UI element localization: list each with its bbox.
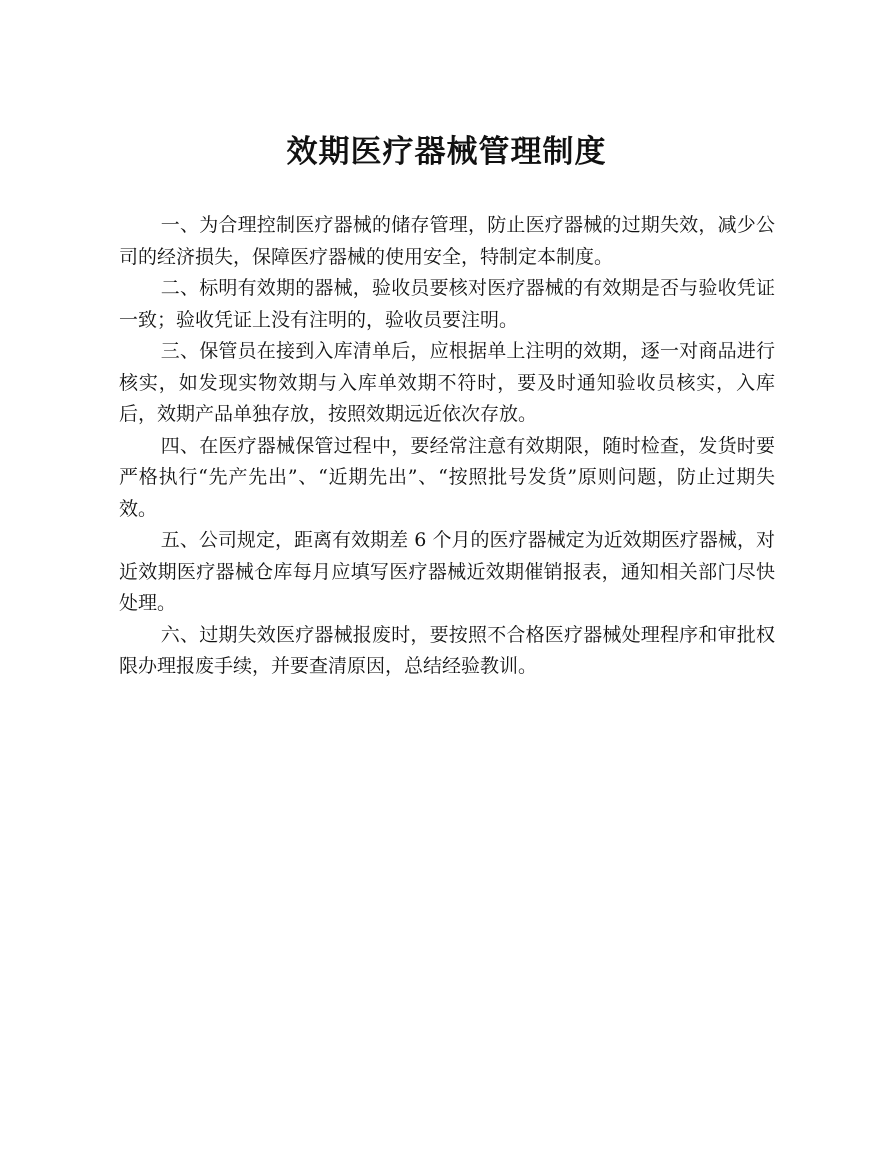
paragraph-1: 一、为合理控制医疗器械的储存管理，防止医疗器械的过期失效，减少公司的经济损失，保障医疗器械的使用安全，特制定本制度。 [119,214,775,268]
paragraph-6: 六、过期失效医疗器械报废时，要按照不合格医疗器械处理程序和审批权限办理报废手续，并要查清原因，总结经验教训。 [119,623,775,677]
paragraph-2: 二、标明有效期的器械，验收员要核对医疗器械的有效期是否与验收凭证一致；验收凭证上没有注明的，验收员要注明。 [119,277,775,331]
document-title: 效期医疗器械管理制度 [286,134,607,170]
document-body [119,210,775,683]
paragraph-4: 四、在医疗器械保管过程中，要经常注意有效期限，随时检查，发货时要严格执行“先产先出”、“近期先出”、“按照批号发货”原则问题，防止过期失效。 [119,434,775,520]
paragraph-3: 三、保管员在接到入库清单后，应根据单上注明的效期，逐一对商品进行核实，如发现实物效期与入库单效期不符时，要及时通知验收员核实，入库后，效期产品单独存放，按照效期远近依次存放。 [119,340,775,425]
paragraph-5: 五、公司规定，距离有效期差 6 个月的医疗器械定为近效期医疗器械，对近效期医疗器械仓库每月应填写医疗器械近效期催销报表，通知相关部门尽快处理。 [119,529,775,614]
